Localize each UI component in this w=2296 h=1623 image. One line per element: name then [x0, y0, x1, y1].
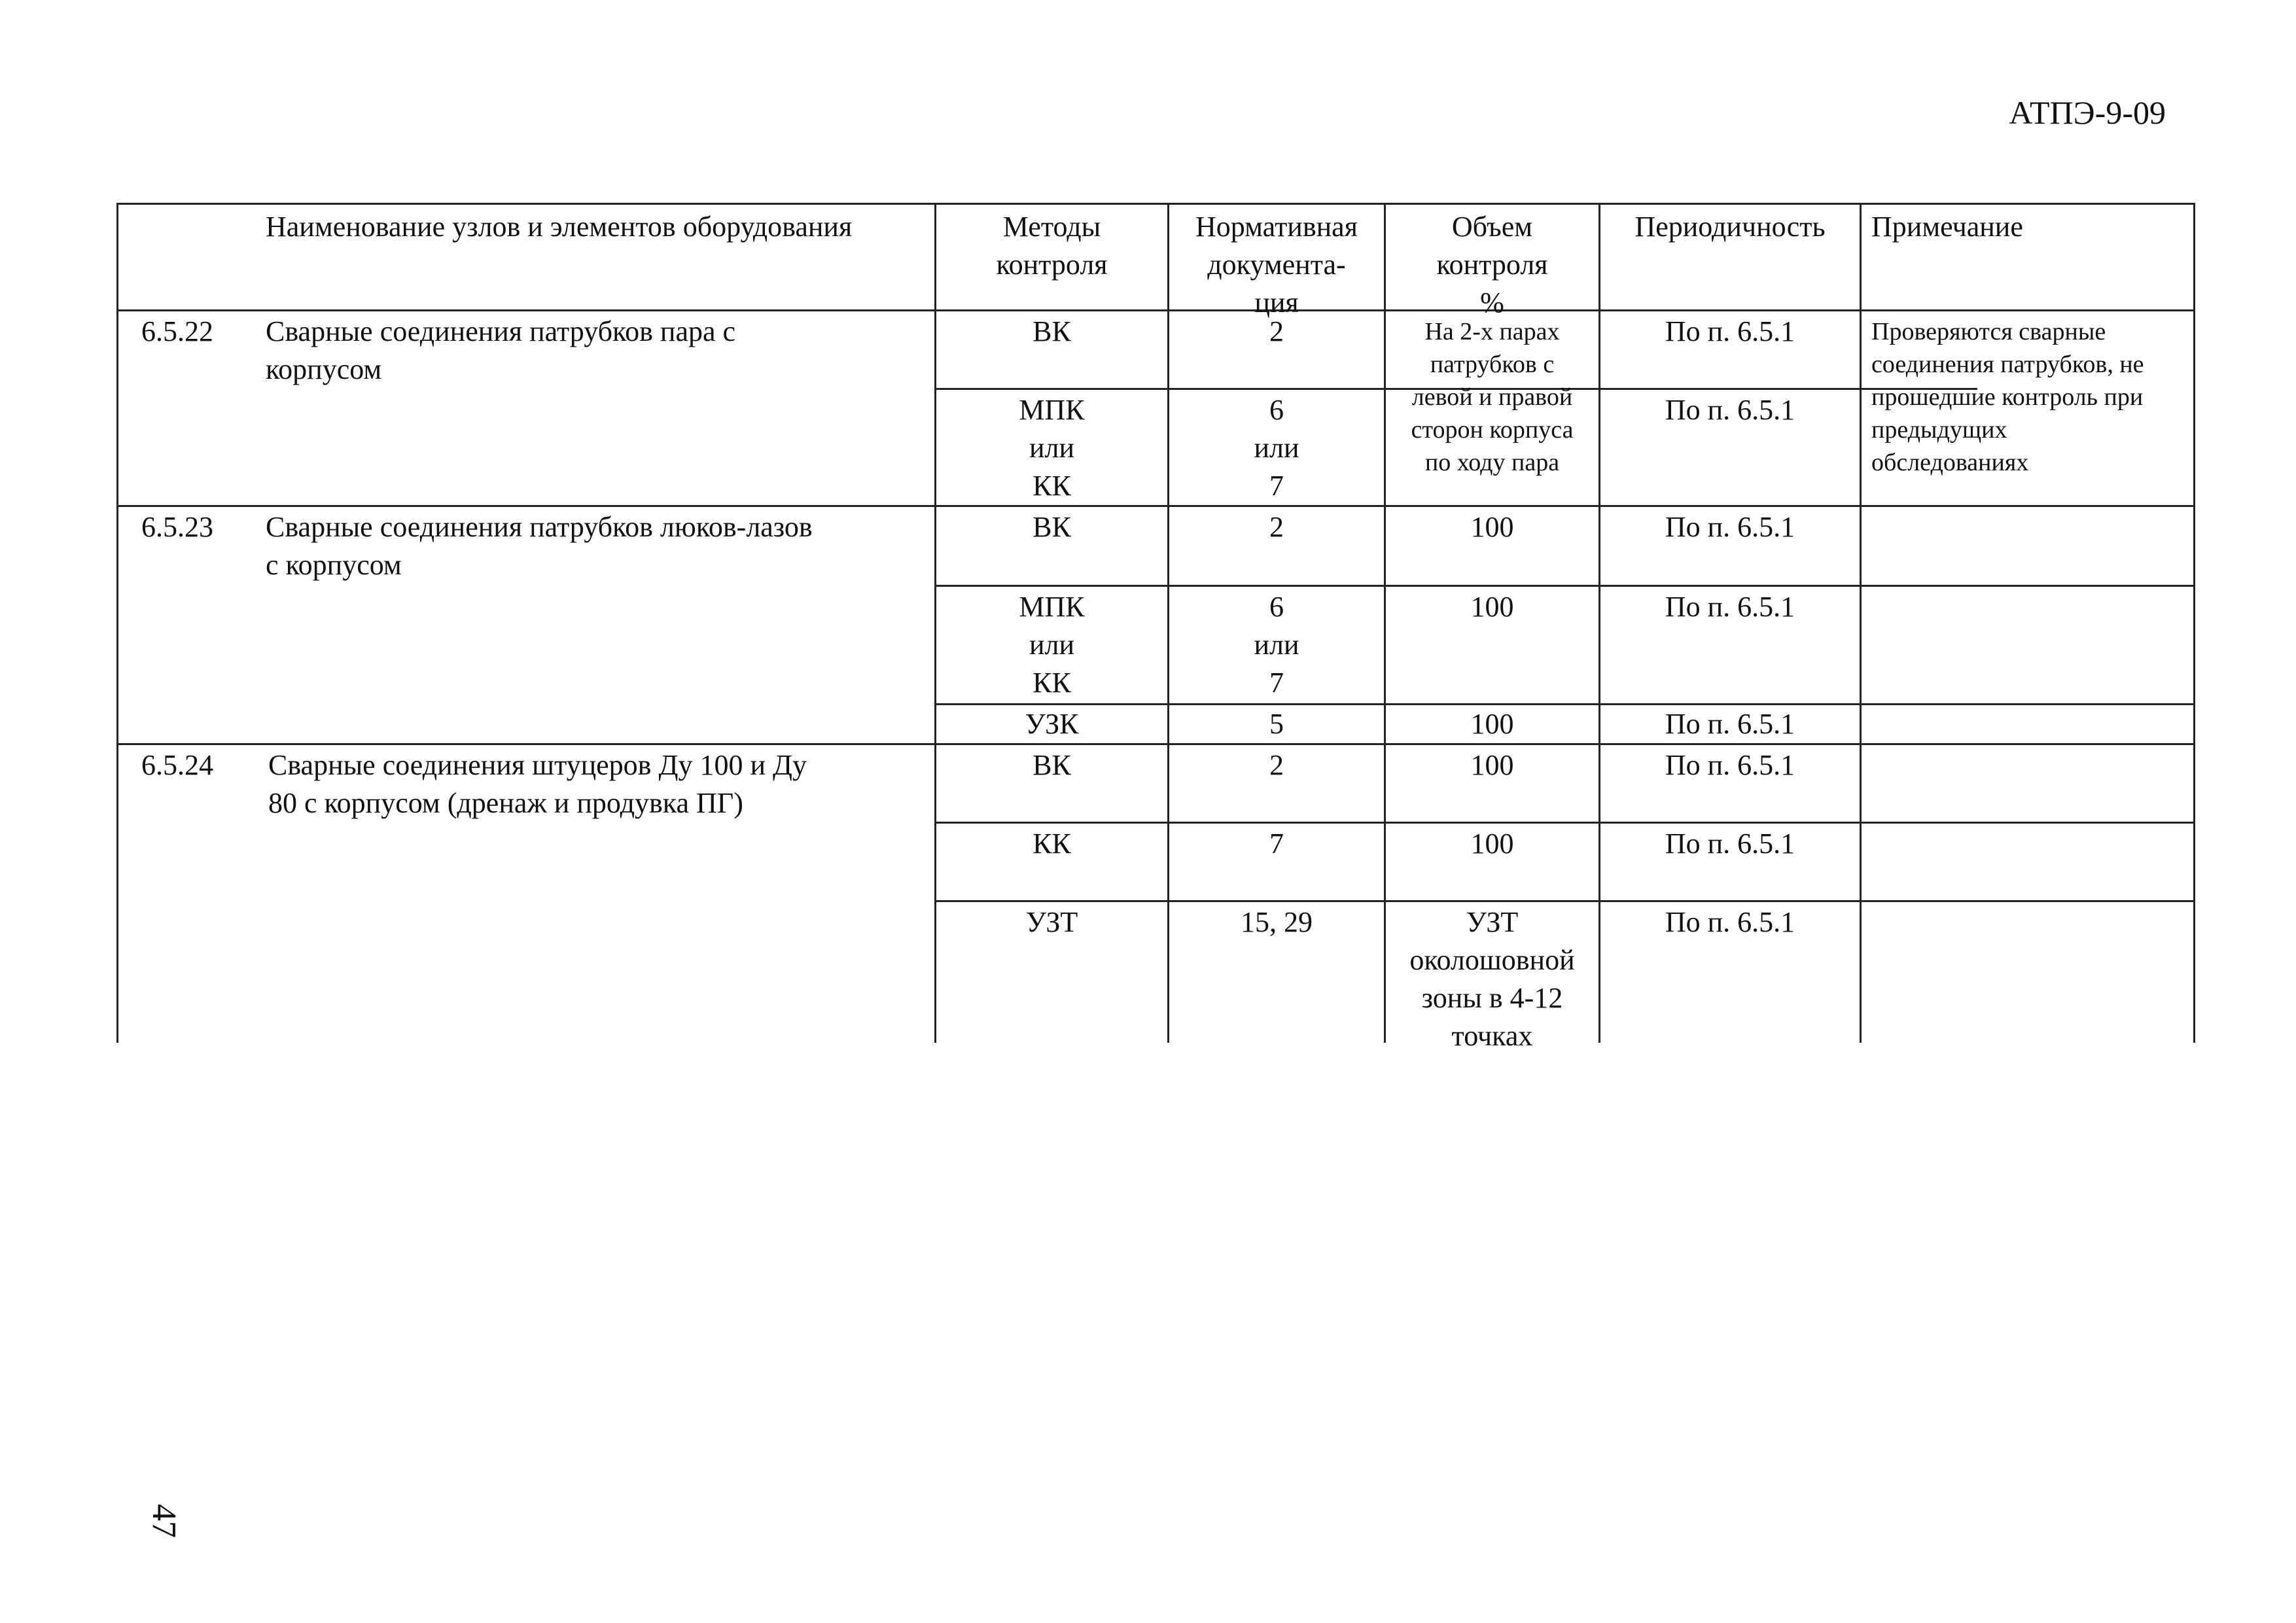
row-6523-volume-2: 100 — [1470, 591, 1514, 623]
row-6523-bottom-border — [116, 743, 2195, 745]
row-6523-method-3: УЗК — [1025, 708, 1079, 740]
table-top-border — [116, 203, 2195, 205]
header-methods: Методы контроля — [996, 211, 1108, 281]
row-6522-note: Проверяются сварные соединения патрубков, не прошедшие контроль при предыдущих обследованиях — [1871, 318, 2144, 476]
table-right-border — [2193, 203, 2195, 1043]
header-periodicity: Периодичность — [1634, 211, 1826, 243]
header-norm-docs: Нормативная документа- ция — [1195, 211, 1358, 319]
row-6524-divider-2 — [934, 900, 2195, 902]
column-divider-note — [1860, 203, 1862, 1043]
row-6523-volume-1: 100 — [1470, 511, 1514, 543]
header-note: Примечание — [1871, 211, 2023, 243]
row-6523-doc-1: 2 — [1269, 511, 1284, 543]
page-number: 47 — [145, 1504, 183, 1538]
row-6524-period-3: По п. 6.5.1 — [1665, 906, 1795, 938]
row-6523-method-2: МПК или КК — [1019, 591, 1085, 699]
row-6523-volume-3: 100 — [1470, 708, 1514, 740]
row-6522-bottom-border — [116, 505, 2195, 507]
row-6524-method-3: УЗТ — [1025, 906, 1078, 938]
row-6524-method-1: ВК — [1033, 749, 1071, 781]
row-6524-volume-3: УЗТ околошовной зоны в 4-12 точках — [1409, 906, 1575, 1052]
row-6523-divider-1 — [934, 585, 2195, 587]
row-6523-number: 6.5.23 — [141, 511, 213, 543]
inspection-table — [116, 203, 2195, 1052]
row-6523-period-2: По п. 6.5.1 — [1665, 591, 1795, 623]
row-6522-doc-1: 2 — [1269, 315, 1284, 347]
row-6523-doc-2: 6 или 7 — [1254, 591, 1299, 699]
row-6522-doc-2: 6 или 7 — [1254, 394, 1299, 502]
row-6523-name: Сварные соединения патрубков люков-лазов с корпусом — [266, 511, 813, 581]
row-6524-number: 6.5.24 — [141, 749, 213, 781]
row-6522-method-2: МПК или КК — [1019, 394, 1085, 502]
row-6522-period-2: По п. 6.5.1 — [1665, 394, 1795, 426]
header-bottom-border — [116, 309, 2195, 311]
row-6524-doc-2: 7 — [1269, 828, 1284, 860]
row-6522-name: Сварные соединения патрубков пара с корпусом — [266, 315, 736, 385]
row-6524-method-2: КК — [1033, 828, 1071, 860]
row-6522-number: 6.5.22 — [141, 315, 213, 347]
row-6524-volume-2: 100 — [1470, 828, 1514, 860]
table-left-border — [116, 203, 118, 1043]
row-6522-method-1: ВК — [1033, 315, 1071, 347]
row-6524-name: Сварные соединения штуцеров Ду 100 и Ду 80 с корпусом (дренаж и продувка ПГ) — [268, 749, 807, 819]
row-6524-divider-1 — [934, 822, 2195, 824]
row-6524-volume-1: 100 — [1470, 749, 1514, 781]
row-6524-period-2: По п. 6.5.1 — [1665, 828, 1795, 860]
row-6522-period-1: По п. 6.5.1 — [1665, 315, 1795, 347]
row-6522-volume: На 2-х парах патрубков с левой и правой сторон корпуса по ходу пара — [1411, 318, 1574, 476]
row-6524-doc-1: 2 — [1269, 749, 1284, 781]
row-6523-method-1: ВК — [1033, 511, 1071, 543]
row-6523-doc-3: 5 — [1269, 708, 1284, 740]
header-volume: Объем контроля % — [1436, 211, 1548, 319]
document-code: АТПЭ-9-09 — [2009, 94, 2166, 131]
row-6523-period-1: По п. 6.5.1 — [1665, 511, 1795, 543]
row-6523-period-3: По п. 6.5.1 — [1665, 708, 1795, 740]
header-name: Наименование узлов и элементов оборудования — [266, 211, 853, 243]
row-6524-doc-3: 15, 29 — [1241, 906, 1313, 938]
row-6524-period-1: По п. 6.5.1 — [1665, 749, 1795, 781]
